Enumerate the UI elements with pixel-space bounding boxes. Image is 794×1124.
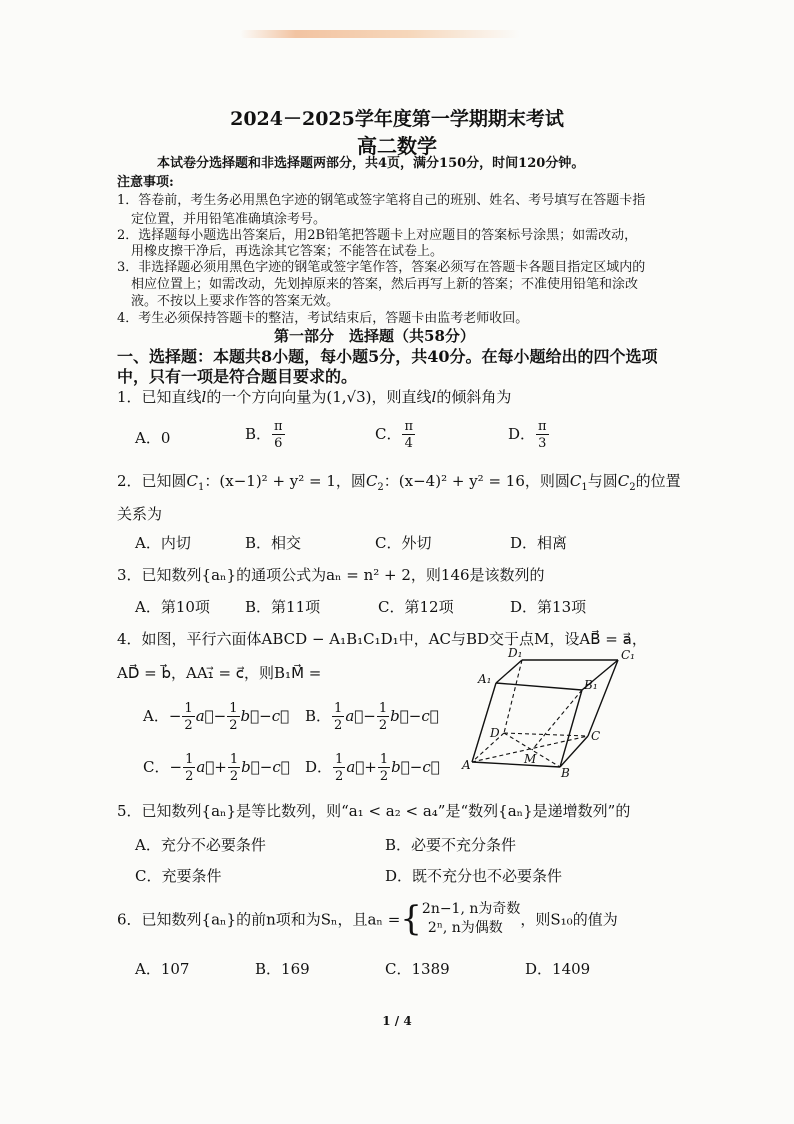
- q1-text: 1．已知直线: [117, 388, 202, 406]
- exam-subject: 高二数学: [357, 134, 437, 158]
- notice-line: 4．考生必须保持答题卡的整洁，考试结束后，答题卡由监考老师收回。: [117, 311, 529, 326]
- q1-text: 的倾斜角为: [436, 388, 512, 406]
- vertex-label: M: [524, 752, 537, 766]
- edge: [496, 683, 582, 690]
- q4-option-b: B． $\frac{1}{2}$ a⃗− $\frac{1}{2}$ b⃗−c⃗: [305, 701, 439, 733]
- vertex-label: A: [462, 758, 471, 772]
- case-odd: 2n−1, n为奇数: [421, 901, 521, 917]
- denominator: 6: [274, 436, 283, 451]
- circle-c1: C: [569, 472, 582, 490]
- option-label: C．: [143, 758, 170, 776]
- denominator: 3: [538, 436, 547, 451]
- intro-text: 本试卷分选择题和非选择题两部分，共4页，满分150分，时间120分钟。: [157, 156, 585, 171]
- q3-option-c: C．第12项: [378, 598, 454, 616]
- fraction: [272, 420, 285, 450]
- notice-line: 2．选择题每小题选出答案后，用2B铅笔把答题卡上对应题目的答案标号涂黑；如需改动，: [117, 228, 638, 243]
- q4-option-a: A．− $\frac{1}{2}$ a⃗− $\frac{1}{2}$ b⃗−c⃗: [143, 701, 290, 733]
- notice-line: 3．非选择题必须用黑色字迹的钢笔或签字笔作答，答案必须写在答题卡各题目指定区域内的: [117, 260, 646, 275]
- q5-option-a: A．充分不必要条件: [135, 836, 266, 854]
- fraction: [228, 753, 240, 783]
- q1-vector: (1,√3): [326, 388, 372, 406]
- edge: [496, 660, 522, 683]
- segment-b1m: [532, 690, 582, 750]
- section-heading: 一、选择题：本题共8小题，每小题5分，共40分。在每小题给出的四个选项: [117, 347, 658, 366]
- vertex-label: B₁: [584, 678, 598, 692]
- q6-text: 6．已知数列{aₙ}的前n项和为Sₙ，且aₙ =: [117, 910, 401, 929]
- denominator: 2: [334, 718, 343, 733]
- q2-text: 与圆: [587, 472, 618, 490]
- notice-line: 定位置，并用铅笔准确填涂考号。: [131, 212, 327, 227]
- fraction: [183, 753, 195, 783]
- scan-smudge: [240, 30, 520, 38]
- q5-option-c: C．充要条件: [135, 867, 222, 885]
- numerator: 1: [335, 752, 344, 767]
- fraction: [182, 702, 194, 732]
- q6-text: ，则S₁₀的值为: [520, 910, 618, 929]
- numerator: π: [404, 419, 414, 434]
- q6-option-c: C．1389: [385, 960, 450, 978]
- vertex-label: C₁: [621, 648, 635, 662]
- edge: [472, 683, 496, 762]
- page-number: 1 / 4: [382, 1014, 412, 1028]
- question-1: [117, 386, 511, 407]
- numerator: 1: [378, 701, 388, 716]
- q1-option-c: [375, 420, 416, 450]
- question-4: 4．如图，平行六面体ABCD − A₁B₁C₁D₁中，AC与BD交于点M，设AB⃗ = a⃗，: [117, 630, 647, 648]
- denominator: 2: [379, 769, 389, 784]
- q2-text: 的位置: [635, 472, 681, 490]
- numerator: 1: [184, 701, 193, 716]
- numerator: 1: [334, 701, 343, 716]
- q2-equation-1: ：(x−1)² + y² = 1，圆: [204, 472, 366, 490]
- notice-line: 1．答卷前，考生务必用黑色字迹的钢笔或签字笔将自己的班别、姓名、考号填写在答题卡指: [117, 193, 646, 208]
- q4-option-d: D． $\frac{1}{2}$ a⃗+ $\frac{1}{2}$ b⃗−c⃗: [305, 752, 440, 784]
- piecewise-cases: [422, 900, 520, 938]
- option-label: D．: [305, 758, 333, 776]
- vertex-label: A₁: [478, 672, 492, 686]
- case-even: 2ⁿ, n为偶数: [427, 920, 503, 936]
- q2-text: 2．已知圆: [117, 472, 187, 490]
- question-6: [117, 900, 618, 938]
- q4-option-c: C．− $\frac{1}{2}$ a⃗+ $\frac{1}{2}$ b⃗−c⃗: [143, 752, 290, 784]
- q1-option-a: A．0: [135, 429, 171, 447]
- denominator: 2: [335, 769, 344, 784]
- fraction: [227, 702, 239, 732]
- exam-title: 2024－2025学年度第一学期期末考试: [230, 108, 564, 130]
- parallelepiped-figure: [460, 645, 640, 780]
- numerator: 1: [229, 752, 239, 767]
- edge: [472, 762, 560, 767]
- question-4-line2: AD⃗ = b⃗，AA₁⃗ = c⃗，则B₁M⃗ =: [117, 664, 322, 682]
- fraction: [333, 753, 345, 783]
- circle-c2: C: [617, 472, 630, 490]
- q1-text: 的一个方向向量为: [206, 388, 327, 406]
- circle-c1: C: [186, 472, 199, 490]
- denominator: 4: [404, 436, 413, 451]
- option-label: A．: [143, 707, 169, 725]
- notice-line: 用橡皮擦干净后，再选涂其它答案；不能答在试卷上。: [131, 244, 444, 259]
- q6-option-a: A．107: [135, 960, 190, 978]
- q2-equation-2: ：(x−4)² + y² = 16，则圆: [383, 472, 570, 490]
- numerator: 1: [185, 752, 194, 767]
- numerator: π: [538, 419, 547, 434]
- denominator: 2: [229, 718, 238, 733]
- vertex-label: B: [561, 766, 570, 780]
- option-label: B．: [305, 707, 332, 725]
- q3-option-d: D．第13项: [510, 598, 587, 616]
- q2-option-a: A．内切: [135, 534, 191, 552]
- numerator: 1: [229, 701, 238, 716]
- fraction: [536, 420, 549, 450]
- circle-c2: C: [365, 472, 378, 490]
- section-heading: 中，只有一项是符合题目要求的。: [117, 367, 358, 386]
- notice-line: 相应位置上；如需改动，先划掉原来的答案，然后再写上新的答案；不准使用铅笔和涂改: [131, 277, 639, 292]
- part-heading: 第一部分 选择题（共58分）: [274, 327, 475, 345]
- numerator: 1: [379, 752, 389, 767]
- q2-text-line2: 关系为: [117, 505, 163, 523]
- q5-option-d: D．既不充分也不必要条件: [385, 867, 563, 885]
- question-3: 3．已知数列{aₙ}的通项公式为aₙ = n² + 2，则146是该数列的: [117, 566, 545, 584]
- q2-option-c: C．外切: [375, 534, 432, 552]
- q1-text: ，则直线: [371, 388, 432, 406]
- denominator: 2: [229, 769, 239, 784]
- option-label: D．: [508, 425, 536, 443]
- vertex-label: D₁: [508, 646, 523, 660]
- denominator: 2: [184, 718, 193, 733]
- brace: {: [400, 899, 422, 939]
- q6-option-d: D．1409: [525, 960, 591, 978]
- option-label: C．: [375, 425, 402, 443]
- notice-heading: 注意事项:: [117, 175, 174, 190]
- hidden-edge: [504, 660, 522, 733]
- fraction: [332, 702, 344, 732]
- q2-option-b: B．相交: [245, 534, 302, 552]
- denominator: 2: [378, 718, 388, 733]
- q6-option-b: B．169: [255, 960, 310, 978]
- q1-option-d: [508, 420, 550, 450]
- fraction: [402, 420, 415, 450]
- q5-option-b: B．必要不充分条件: [385, 836, 517, 854]
- q3-option-a: A．第10项: [135, 598, 210, 616]
- edge: [588, 660, 618, 736]
- q2-option-d: D．相离: [510, 534, 568, 552]
- vertex-label: C: [591, 729, 601, 743]
- fraction: [378, 753, 390, 783]
- vertex-label: D: [490, 726, 500, 740]
- question-2: 2．已知圆$C_1$：(x−1)² + y² = 1，圆$C_2$：(x−4)² + y² = 16，则圆$C_1$与圆$C_2$的位置: [117, 472, 681, 493]
- denominator: 2: [185, 769, 194, 784]
- fraction: [377, 702, 389, 732]
- q1-line-var: l: [201, 388, 207, 406]
- question-5: 5．已知数列{aₙ}是等比数列，则“a₁ < a₂ < a₄”是“数列{aₙ}是递增数列”的: [117, 802, 631, 820]
- notice-line: 液。不按以上要求作答的答案无效。: [131, 294, 340, 309]
- numerator: π: [274, 419, 283, 434]
- option-label: B．: [245, 425, 272, 443]
- q1-line-var: l: [431, 388, 437, 406]
- q1-option-b: [245, 420, 286, 450]
- q3-option-b: B．第11项: [245, 598, 321, 616]
